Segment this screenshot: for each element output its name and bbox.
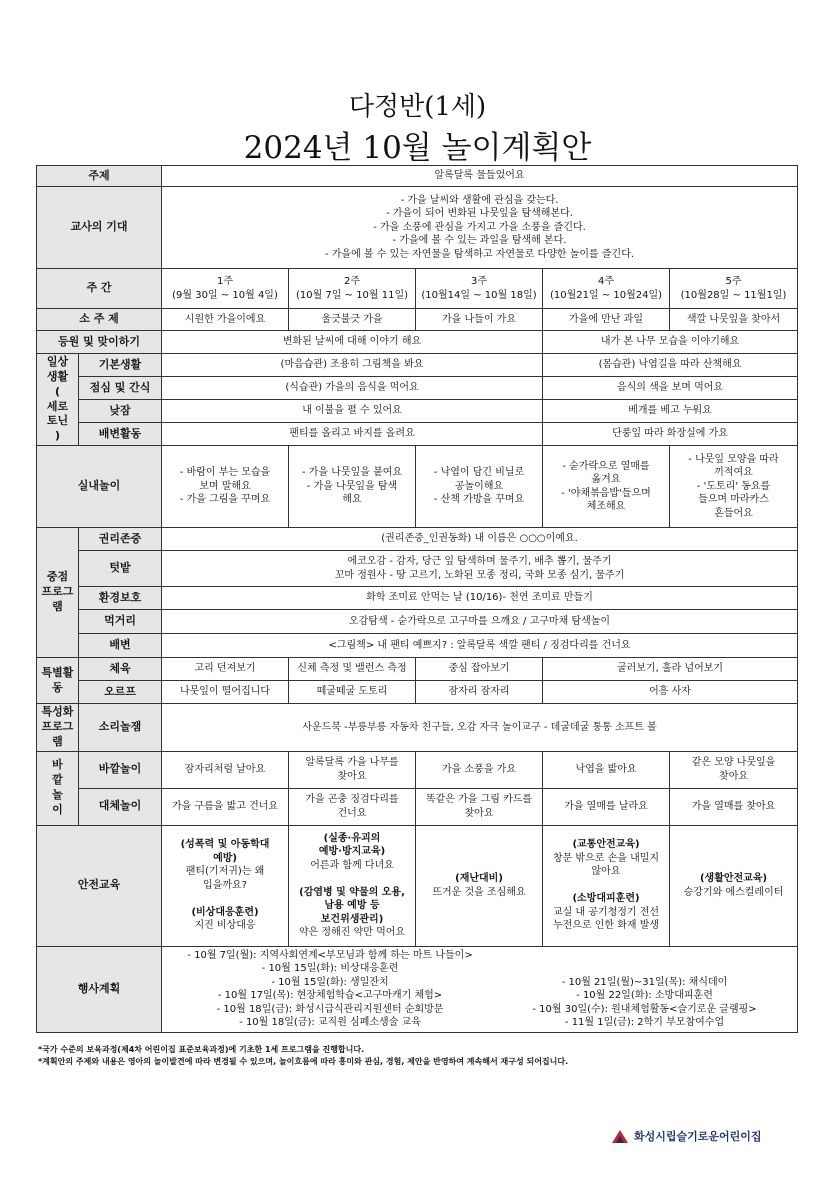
arrival-label: 등원 및 맞이하기 [37,331,162,354]
routine-a: (식습관) 가을의 음식을 먹어요 [162,377,543,400]
cell-line: 들으며 마라카스 [698,494,769,506]
cell-line: 알록달록 가을 나무를 [305,757,399,769]
cell-line: 세로 [46,399,69,413]
routine-b: 베개를 베고 누워요 [543,400,798,423]
class-name: 다정반(1세) [348,92,487,122]
safety-cell [670,825,798,946]
cell-line: 5주 [725,276,742,287]
event-item: - 10월 22일(화): 소방대피훈련 [576,990,713,1002]
special-item: 신체 측정 및 밸런스 측정 [289,658,416,681]
cell-line: 가을 곤충 징검다리를 [305,794,399,806]
events-left [165,949,495,1030]
cell-line: 건너요 [337,807,367,819]
cell-line: 남용 예방 등 [324,900,380,912]
cell-line: - 가을 나뭇잎을 붙여요 [301,467,403,479]
cell-line: 예방·방지교육) [318,846,386,858]
cell-line: - 나뭇잎 모양을 따라 [688,453,779,465]
cell-line: (감염병 및 약물의 오용, [299,886,405,898]
cell-line: 낙엽을 밟아요 [575,763,637,775]
cell-line: 가을 소풍을 가요 [442,763,516,775]
routine-a: 팬티를 올리고 바지를 올려요 [162,423,543,446]
event-item: - 10월 15일(화): 생일잔치 [271,976,389,988]
cell-line: - 가을 소풍에 관심을 가지고 가을 소풍을 즐긴다. [373,221,586,233]
special-item: 나뭇잎이 떨어집니다 [162,681,289,704]
cell-line: - '야채볶음밥'들으며 [561,487,651,499]
focus-label: 먹거리 [79,610,162,634]
cell-line: - 가을 날씨와 생활에 관심을 갖는다. [400,194,559,206]
routine-label: 점심 및 간식 [79,377,162,400]
cell-line: (교통안전교육) [572,839,640,851]
cell-line [546,879,666,893]
cell-line: - 가을에 볼 수 있는 과일을 탐색해 본다. [392,235,567,247]
outdoor-cell [162,788,289,825]
school-name: 화성시립슬기로운어린이집 [634,1130,762,1143]
cell-line: ( [54,384,61,398]
cell-line: 프로그램 [41,585,74,613]
safety-label: 안전교육 [37,825,162,946]
cell-line: 중점 [46,570,69,584]
cell-line: (10월28일 ~ 11월1일) [680,289,787,301]
events-right [495,949,794,1030]
cell-line: - 낙엽이 담긴 비닐로 [433,467,525,479]
cell-line: 예방) [213,852,237,864]
special-item: 어흥 사자 [543,681,798,704]
event-item: - 10월 30일(수): 원내체험활동<슬기로운 글램핑> [532,1003,757,1015]
event-item: - 11월 1일(금): 2학기 부모참여수업 [564,1017,725,1029]
week-header [162,269,289,309]
event-item: - 10월 15일(화): 비상대응훈련 [261,963,399,975]
indoor-cell [162,446,289,528]
cell-line: 창문 밖으로 손을 내밀지 [552,852,660,864]
week-header [289,269,416,309]
cell-line: 깥 [52,773,63,787]
cell-line: 지진 비상대응 [194,920,256,932]
focus-value [162,528,798,551]
cell-line: 바 [52,758,63,772]
cell-line: 특성화 [41,705,74,719]
weeks-label: 주 간 [37,269,162,309]
arrival-b: 내가 본 나무 모습을 이야기해요 [543,331,798,354]
cell-line: 가을 구름을 밟고 건너요 [171,800,279,812]
cell-line: 뜨거운 것을 조심해요 [432,886,526,898]
cell-line: 않아요 [591,866,621,878]
cell-line: 오감탐색 - 숟가락으로 고구마를 으깨요 / 고구마채 탐색놀이 [348,615,611,627]
cell-line: 보건위생관리) [320,913,384,925]
indoor-label: 실내놀이 [37,446,162,528]
safety-cell [289,825,416,946]
feature-label: 소리놀잼 [79,704,162,752]
cell-line: 3주 [471,276,488,287]
cell-line: <그림책> 내 팬티 예쁘지? : 알록달록 색깔 팬티 / 징검다리를 건너요 [328,639,631,651]
cell-line: 놀 [52,788,63,802]
cell-line: 2주 [344,276,361,287]
events-label: 행사계획 [37,946,162,1032]
expect-value [162,187,798,269]
cell-line: 1주 [217,276,234,287]
theme-value: 알록달록 물들었어요 [162,166,798,187]
routine-group-label [37,354,79,446]
week-header [416,269,543,309]
outdoor-cell [416,788,543,825]
cell-line: 4주 [598,276,615,287]
cell-line: - 가을에 볼 수 있는 자연물을 탐색하고 자연물로 다양한 놀이를 즐긴다. [324,248,635,260]
cell-line: 공놀이해요 [454,480,504,492]
cell-line: (재난대비) [455,873,503,885]
cell-line: 찾아요 [464,807,494,819]
safety-cell [543,825,670,946]
focus-label: 환경보호 [79,587,162,610]
subtheme-cell: 가을에 만난 과일 [543,309,670,331]
focus-value [162,610,798,634]
event-item [495,949,794,963]
cell-line: - 바람이 부는 모습을 [179,467,271,479]
event-item: - 10월 18일(금): 화성시급식관리지원센터 순회방문 [216,1003,444,1015]
outdoor-cell [162,751,289,788]
week-header [543,269,670,309]
cell-line: 이 [52,802,63,816]
cell-line: 승강기와 에스컬레이터 [683,886,784,898]
focus-value [162,634,798,658]
event-item: - 10월 17일(목): 현장체험학습<고구마캐기 체험> [217,990,443,1002]
theme-label: 주제 [37,166,162,187]
outdoor-cell [289,788,416,825]
outdoor-cell [289,751,416,788]
cell-line: 가을 열매를 날라요 [564,800,648,812]
cell-line: 옮겨요 [591,474,621,486]
cell-line: 누전으로 인한 화재 발생 [552,920,660,932]
cell-line: 약은 정해진 약만 먹어요 [298,927,406,939]
focus-group-label [37,528,79,658]
routine-label: 낮잠 [79,400,162,423]
event-item: - 10월 21일(월)~31일(목): 채식데이 [561,976,728,988]
outdoor-cell [543,788,670,825]
cell-line: 흔들어요 [714,507,753,519]
indoor-cell [670,446,798,528]
safety-cell [416,825,543,946]
outdoor-cell [670,788,798,825]
outdoor-label: 대체놀이 [79,788,162,825]
cell-line: 어른과 함께 다녀요 [310,859,394,871]
special-label: 오르프 [79,681,162,704]
cell-line: 찾아요 [719,770,749,782]
cell-line: (권리존중_인권동화) 내 이름은 ○○○이예요. [381,533,578,545]
special-item: 떼굴떼굴 도토리 [289,681,416,704]
cell-line: - 숟가락으로 열매를 [562,460,650,472]
outdoor-label: 바깥놀이 [79,751,162,788]
cell-line: 잠자리처럼 날아요 [184,763,266,775]
focus-value [162,587,798,610]
indoor-cell [289,446,416,528]
indoor-cell [416,446,543,528]
cell-line: 끼적여요 [714,467,753,479]
routine-b: (몸습관) 낙엽길을 따라 산책해요 [543,354,798,377]
footnote: *계획안의 주제와 내용은 영아의 놀이발견에 따라 변경될 수 있으며, 놀이흐름에 따라 흥미와 관심, 경험, 제안을 반영하여 계속해서 재구성 되어집니다. [38,1057,569,1066]
subtheme-cell: 울긋불긋 가을 [289,309,416,331]
subtheme-label: 소 주 제 [37,309,162,331]
special-label: 체육 [79,658,162,681]
cell-line: 팬티(기저귀)는 왜 [185,866,265,878]
cell-line: (실종·유괴의 [323,832,381,844]
event-item [495,962,794,976]
cell-line: - 가을 나뭇잎을 탐색 [306,480,398,492]
cell-line: 해요 [342,494,362,506]
routine-a: (마음습관) 조용히 그림책을 봐요 [162,354,543,377]
school-logo-icon [610,1127,630,1145]
cell-line: 에코오감 - 감자, 당근 잎 탐색하며 물주기, 배추 뽑기, 물주기 [347,556,612,568]
cell-line: 찾아요 [337,770,367,782]
cell-line: ) [54,429,61,443]
cell-line: 화학 조미료 안먹는 날 (10/16)- 천연 조미료 만들기 [366,592,593,604]
plan-table [36,165,798,1033]
outdoor-cell [416,751,543,788]
special-item: 고리 던져보기 [162,658,289,681]
cell-line: - 가을 그림을 꾸며요 [179,494,271,506]
subtheme-cell: 시원한 가을이에요 [162,309,289,331]
focus-label: 권리존중 [79,528,162,551]
cell-line: 생활 [46,369,69,383]
feature-value: 사운드북 -부릉부릉 자동차 친구들, 오감 자극 놀이교구 - 데굴데굴 통통 소프트 볼 [162,704,798,752]
focus-label: 배변 [79,634,162,658]
week-header [670,269,798,309]
cell-line: 보며 말해요 [199,480,251,492]
event-item: - 10월 18일(금): 교직원 심폐소생술 교육 [239,1017,421,1029]
cell-line: (생활안전교육) [699,873,768,885]
expect-label: 교사의 기대 [37,187,162,269]
events-columns [165,949,794,1030]
cell-line: 똑같은 가을 그림 카드를 [425,794,533,806]
cell-line: 토닌 [46,414,69,428]
event-item: - 10월 7일(월): 지역사회연계<부모님과 함께 하는 마트 나들이> [187,949,473,961]
special-group-label: 특별활동 [37,658,79,704]
safety-cell [162,825,289,946]
subtheme-cell: 색깔 나뭇잎을 찾아서 [670,309,798,331]
routine-b: 음식의 색을 보며 먹어요 [543,377,798,400]
outdoor-cell [543,751,670,788]
outdoor-cell [670,751,798,788]
page-title: 2024년 10월 놀이계획안 [243,130,592,166]
cell-line: 입을까요? [203,879,247,891]
cell-line: (성폭력 및 아동학대 [180,839,270,851]
cell-line: - 산책 가방을 꾸며요 [433,494,525,506]
routine-b: 단풍잎 따라 화장실에 가요 [543,423,798,446]
cell-line: - 가을이 되어 변화된 나뭇잎을 탐색해본다. [386,208,573,220]
focus-value [162,551,798,587]
cell-line [292,872,412,886]
routine-label: 배변활동 [79,423,162,446]
cell-line: (9월 30일 ~ 10월 4일) [172,289,278,301]
cell-line: 체조해요 [586,501,626,513]
special-item: 잠자리 잠자리 [416,681,543,704]
events-value [162,946,798,1032]
cell-line: 가을 열매를 찾아요 [691,800,776,812]
outdoor-group-label [37,751,79,825]
feature-group-label [37,704,79,752]
cell-line: - '도토리' 동요를 [696,480,771,492]
indoor-cell [543,446,670,528]
footer [610,1125,800,1147]
routine-label: 기본생활 [79,354,162,377]
cell-line: (10월 7일 ~ 10월 11일) [295,289,409,301]
footnote: *국가 수준의 보육과정(제4차 어린이집 표준보육과정)에 기초한 1세 프로그램을 진행합니다. [38,1045,365,1054]
routine-a: 내 이불을 펼 수 있어요 [162,400,543,423]
footnotes [38,1044,798,1068]
cell-line: (소방대피훈련) [572,893,640,905]
cell-line: 일상 [46,355,69,368]
arrival-a: 변화된 날씨에 대해 이야기 해요 [162,331,543,354]
cell-line: (10월21일 ~ 10월24일) [549,289,663,301]
cell-line: 같은 모양 나뭇잎을 [691,757,776,769]
cell-line: (10월14일 ~ 10월 18일) [421,289,537,301]
cell-line: 교실 내 공기청정기 전선 [552,906,660,918]
cell-line: (비상대응훈련) [191,906,259,918]
subtheme-cell: 가을 나들이 가요 [416,309,543,331]
cell-line: 꼬마 정원사 - 땅 고르기, 노화된 모종 정리, 국화 모종 심기, 물주기 [334,569,625,581]
special-item: 중심 잡아보기 [416,658,543,681]
focus-label: 텃밭 [79,551,162,587]
special-item: 굴러보기, 훌라 넘어보기 [543,658,798,681]
cell-line: 프로그램 [41,719,74,748]
cell-line [165,892,285,906]
